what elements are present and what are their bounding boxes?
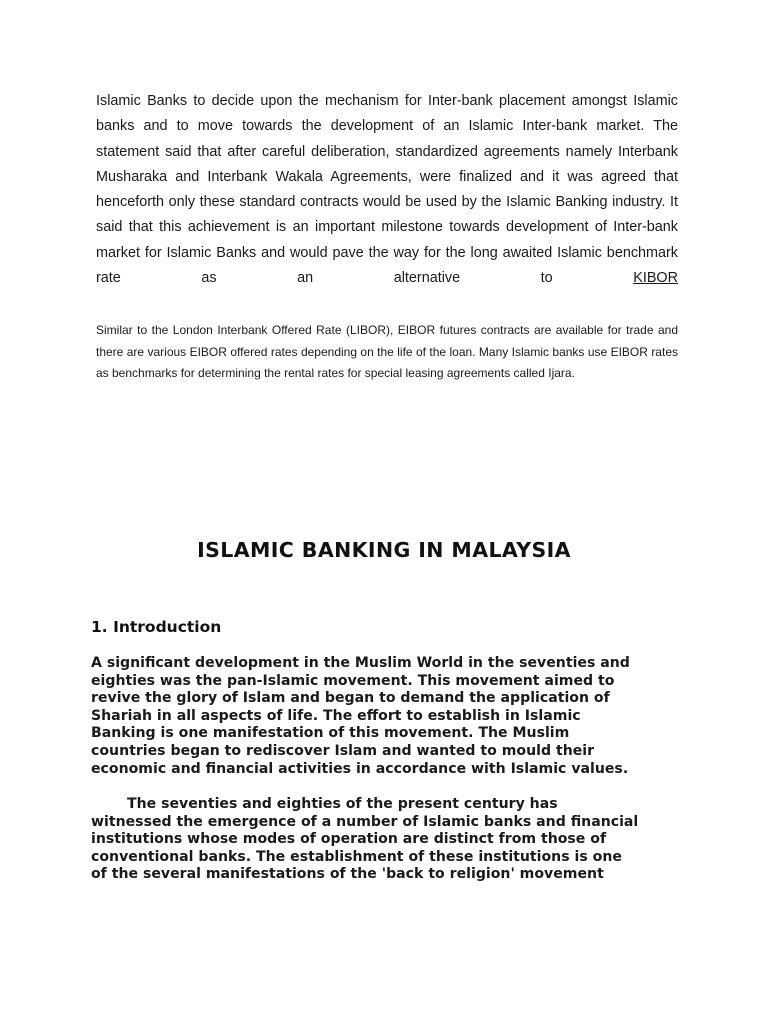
top-paragraph-text: Islamic Banks to decide upon the mechanism for Inter-bank placement amongst Islamic banks and to move towards the development of an Islamic Inter-bank market. The statement said that after careful deliberation, standardized agreements namely Interbank Musharaka and Interbank Wakala Agreements, were finalized and it was agreed that henceforth only these standard contracts would be used by the Islamic Banking industry. It said that this achievement is an important milestone towards development of Inter-bank market for Islamic Banks and would pave the way for the long awaited Islamic benchmark rate as an alternative to xyxy=(96,93,678,287)
paragraph-line: eighties was the pan-Islamic movement. This movement aimed to xyxy=(91,672,615,689)
top-paragraph xyxy=(96,89,678,291)
section-title: ISLAMIC BANKING IN MALAYSIA xyxy=(197,538,571,562)
paragraph-line: conventional banks. The establishment of these institutions is one xyxy=(91,848,622,865)
footnote-paragraph: Similar to the London Interbank Offered Rate (LIBOR), EIBOR futures contracts are available for trade and there are various EIBOR offered rates depending on the life of the loan. Many Islamic banks use EIBOR rates as benchmarks for determining the rental rates for special leasing agreements called Ijara. xyxy=(96,323,678,380)
paragraph-line: revive the glory of Islam and began to demand the application of xyxy=(91,690,610,707)
kibor-link[interactable]: KIBOR xyxy=(633,270,678,287)
paragraph-line: institutions whose modes of operation are distinct from those of xyxy=(91,831,607,848)
paragraph-line: of the several manifestations of the 'back to religion' movement xyxy=(91,866,604,883)
paragraph-line: witnessed the emergence of a number of Islamic banks and financial xyxy=(91,813,639,830)
paragraph-line: The seventies and eighties of the present century has xyxy=(127,796,558,812)
introduction-paragraph-2 xyxy=(91,796,681,884)
introduction-paragraph-1 xyxy=(91,655,681,778)
paragraph-line: economic and financial activities in accordance with Islamic values. xyxy=(91,760,629,777)
introduction-heading: 1. Introduction xyxy=(91,618,222,636)
paragraph-line: countries began to rediscover Islam and wanted to mould their xyxy=(91,742,595,759)
paragraph-line: Shariah in all aspects of life. The effort to establish in Islamic xyxy=(91,707,581,724)
paragraph-line: Banking is one manifestation of this movement. The Muslim xyxy=(91,725,570,742)
paragraph-line: A significant development in the Muslim World in the seventies and xyxy=(91,655,630,671)
